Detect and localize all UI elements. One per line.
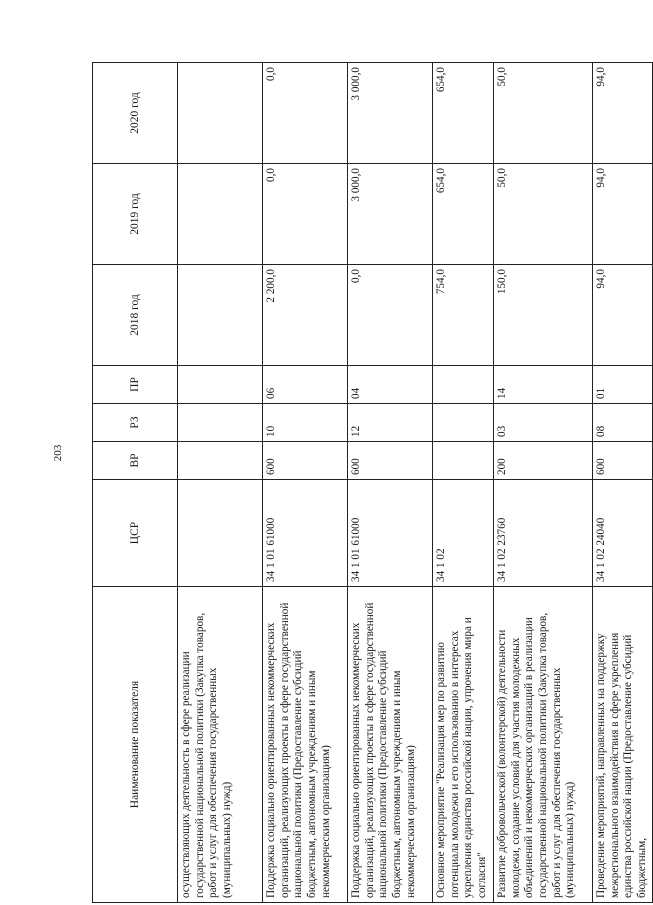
cell-pr: 01 [593,366,653,404]
cell-2020: 50,0 [494,63,593,164]
cell-2019: 3 000,0 [348,164,433,265]
cell-csr: 34 1 02 [433,480,494,587]
cell-2020: 0,0 [263,63,348,164]
header-rz: РЗ [93,404,178,442]
table-row [433,63,494,903]
cell-vr: 200 [494,442,593,480]
table-row [348,63,433,903]
cell-vr: 600 [348,442,433,480]
cell-2019: 654,0 [433,164,494,265]
cell-2020: 3 000,0 [348,63,433,164]
cell-pr: 14 [494,366,593,404]
budget-table [92,62,653,903]
cell-2019: 94,0 [593,164,653,265]
cell-2018: 0,0 [348,265,433,366]
cell-csr: 34 1 01 61000 [348,480,433,587]
cell-rz: 10 [263,404,348,442]
cell-name: осуществляющих деятельность в сфере реализации государственной национальной политики (Закупка товаров, работ и услуг для обеспечения государственных (муниципальных) нужд) [178,587,263,903]
cell-2018: 150,0 [494,265,593,366]
cell-vr [178,442,263,480]
cell-rz: 03 [494,404,593,442]
cell-name: Поддержка социально ориентированных некоммерческих организаций, реализующих проекты в сфере государственной национальной политики (Предоставление субсидий бюджетным, автономным учреждениям и иным некоммерческим организациям) [263,587,348,903]
cell-pr: 04 [348,366,433,404]
header-name: Наименование показателя [93,587,178,903]
cell-2020: 654,0 [433,63,494,164]
header-pr: ПР [93,366,178,404]
cell-csr: 34 1 01 61000 [263,480,348,587]
cell-2018: 94,0 [593,265,653,366]
cell-pr [433,366,494,404]
table-row [593,63,653,903]
table-row [263,63,348,903]
cell-rz [178,404,263,442]
cell-2018 [178,265,263,366]
cell-2020 [178,63,263,164]
cell-vr: 600 [263,442,348,480]
cell-2018: 2 200,0 [263,265,348,366]
table-header-row [93,63,178,903]
cell-pr [178,366,263,404]
cell-pr: 06 [263,366,348,404]
cell-vr: 600 [593,442,653,480]
header-vr: ВР [93,442,178,480]
cell-csr: 34 1 02 24040 [593,480,653,587]
cell-rz: 08 [593,404,653,442]
cell-csr [178,480,263,587]
table-row [178,63,263,903]
cell-2019: 0,0 [263,164,348,265]
table-row [494,63,593,903]
cell-2019: 50,0 [494,164,593,265]
header-2019: 2019 год [93,164,178,265]
cell-2019 [178,164,263,265]
cell-2018: 754,0 [433,265,494,366]
cell-2020: 94,0 [593,63,653,164]
header-2020: 2020 год [93,63,178,164]
cell-vr [433,442,494,480]
cell-csr: 34 1 02 23760 [494,480,593,587]
cell-name: Проведение мероприятий, направленных на поддержку межрегионального взаимодействия в сфере укрепления единства российской нации (Предоставление субсидий бюджетным, [593,587,653,903]
page-number: 203 [52,444,64,462]
cell-rz: 12 [348,404,433,442]
cell-name: Развитие добровольческой (волонтерской) деятельности молодежи, создание условий для участия молодежных объединений и некоммерческих организаций в реализации государственной национальной политики (Закупка товаров, работ и услуг для обеспечения государственных (муниципальных) нужд) [494,587,593,903]
cell-name: Поддержка социально ориентированных некоммерческих организаций, реализующих проекты в сфере государственной национальной политики (Предоставление субсидий бюджетным, автономным учреждениям и иным некоммерческим организациям) [348,587,433,903]
header-csr: ЦСР [93,480,178,587]
header-2018: 2018 год [93,265,178,366]
cell-rz [433,404,494,442]
cell-name: Основное мероприятие "Реализация мер по развитию потенциала молодежи и его использованию в интересах укрепления единства российской нации, упрочения мира и согласия" [433,587,494,903]
